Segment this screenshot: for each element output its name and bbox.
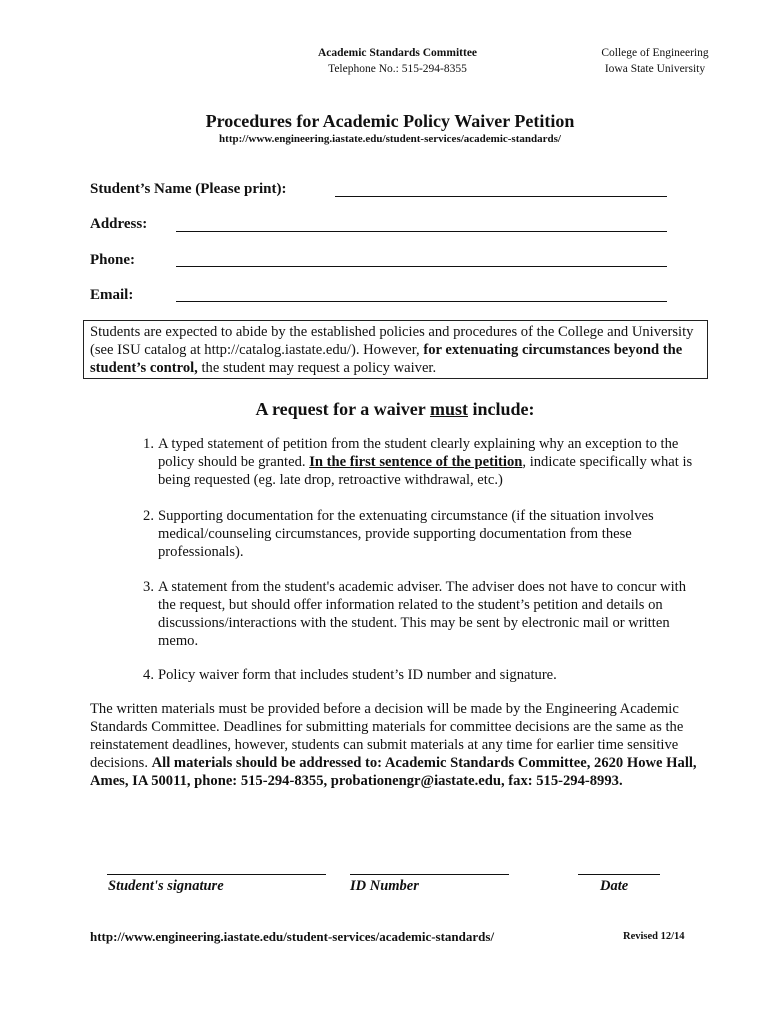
signature-label: Student's signature: [108, 878, 224, 894]
name-field[interactable]: [335, 196, 667, 197]
name-label: Student’s Name (Please print):: [90, 181, 287, 197]
list-item-3: [136, 578, 696, 650]
list-item-emphasis: In the first sentence of the petition: [309, 454, 523, 470]
request-heading-pre: A request for a waiver: [255, 399, 430, 419]
id-number-field[interactable]: [350, 874, 509, 875]
signature-field[interactable]: [107, 874, 326, 875]
notice-box: [83, 320, 708, 379]
list-item-text-post: , indicate specifically what is being requested (eg. late drop, retroactive withdrawal, etc.): [158, 454, 693, 488]
closing-paragraph: [90, 700, 712, 790]
notice-text-2: the student may request a policy waiver.: [197, 360, 437, 376]
request-heading-post: include:: [467, 399, 535, 419]
address-field[interactable]: [176, 231, 667, 232]
list-item-text: Supporting documentation for the extenuating circumstance (if the situation involves medical/counseling circumstances, provide supporting documentation from these professionals).: [158, 508, 654, 560]
university-name: Iowa State University: [604, 63, 706, 75]
list-item-number: 3.: [143, 579, 154, 595]
closing-text: The written materials must be provided before a decision will be made by the Engineering Academic Standards Committee. Deadlines for submitting materials for committee decisions are the same as the reinstatement deadlines, however, students can submit materials at any time for earlier time sensitive decisions.: [90, 701, 684, 771]
address-label: Address:: [90, 216, 148, 232]
committee-telephone: Telephone No.: 515-294-8355: [328, 63, 467, 75]
list-item-4: [136, 666, 696, 684]
revised-date: Revised 12/14: [623, 931, 685, 942]
title-url[interactable]: http://www.engineering.iastate.edu/student-services/academic-standards/: [219, 133, 561, 145]
footer-url[interactable]: http://www.engineering.iastate.edu/student-services/academic-standards/: [90, 929, 495, 944]
id-number-label: ID Number: [350, 878, 419, 894]
notice-text-1: Students are expected to abide by the established policies and procedures of the College and University (see ISU catalog at http://catalog.iastate.edu/). However,: [90, 324, 694, 358]
college-name: College of Engineering: [601, 47, 709, 59]
email-label: Email:: [90, 287, 134, 303]
request-heading-must: must: [429, 399, 468, 419]
phone-field[interactable]: [176, 266, 667, 267]
list-item-number: 4.: [143, 667, 154, 683]
list-item-text: A typed statement of petition from the student clearly explaining why an exception to the policy should be granted.: [158, 436, 679, 470]
list-item-1: [136, 435, 696, 489]
notice-bold: for extenuating circumstances beyond the student’s control,: [90, 342, 683, 376]
list-item-text: A statement from the student's academic adviser. The adviser does not have to concur with the request, but should offer information related to the student’s petition and details on discussions/interactions with the student. This may be sent by electronic mail or written memo.: [158, 579, 686, 649]
page-title: Procedures for Academic Policy Waiver Petition: [205, 111, 575, 131]
committee-name: Academic Standards Committee: [317, 47, 478, 59]
closing-address: All materials should be addressed to: Academic Standards Committee, 2620 Howe Hall, Ames, IA 50011, phone: 515-294-8355, probationengr@iastate.edu, fax: 515-294-8993.: [90, 755, 697, 789]
date-field[interactable]: [578, 874, 660, 875]
list-item-number: 1.: [143, 436, 154, 452]
phone-label: Phone:: [90, 252, 135, 268]
request-heading: [0, 399, 770, 420]
list-item-number: 2.: [143, 508, 154, 524]
date-label: Date: [600, 878, 629, 894]
email-field[interactable]: [176, 301, 667, 302]
list-item-2: [136, 507, 696, 561]
list-item-text: Policy waiver form that includes student’s ID number and signature.: [158, 667, 557, 683]
